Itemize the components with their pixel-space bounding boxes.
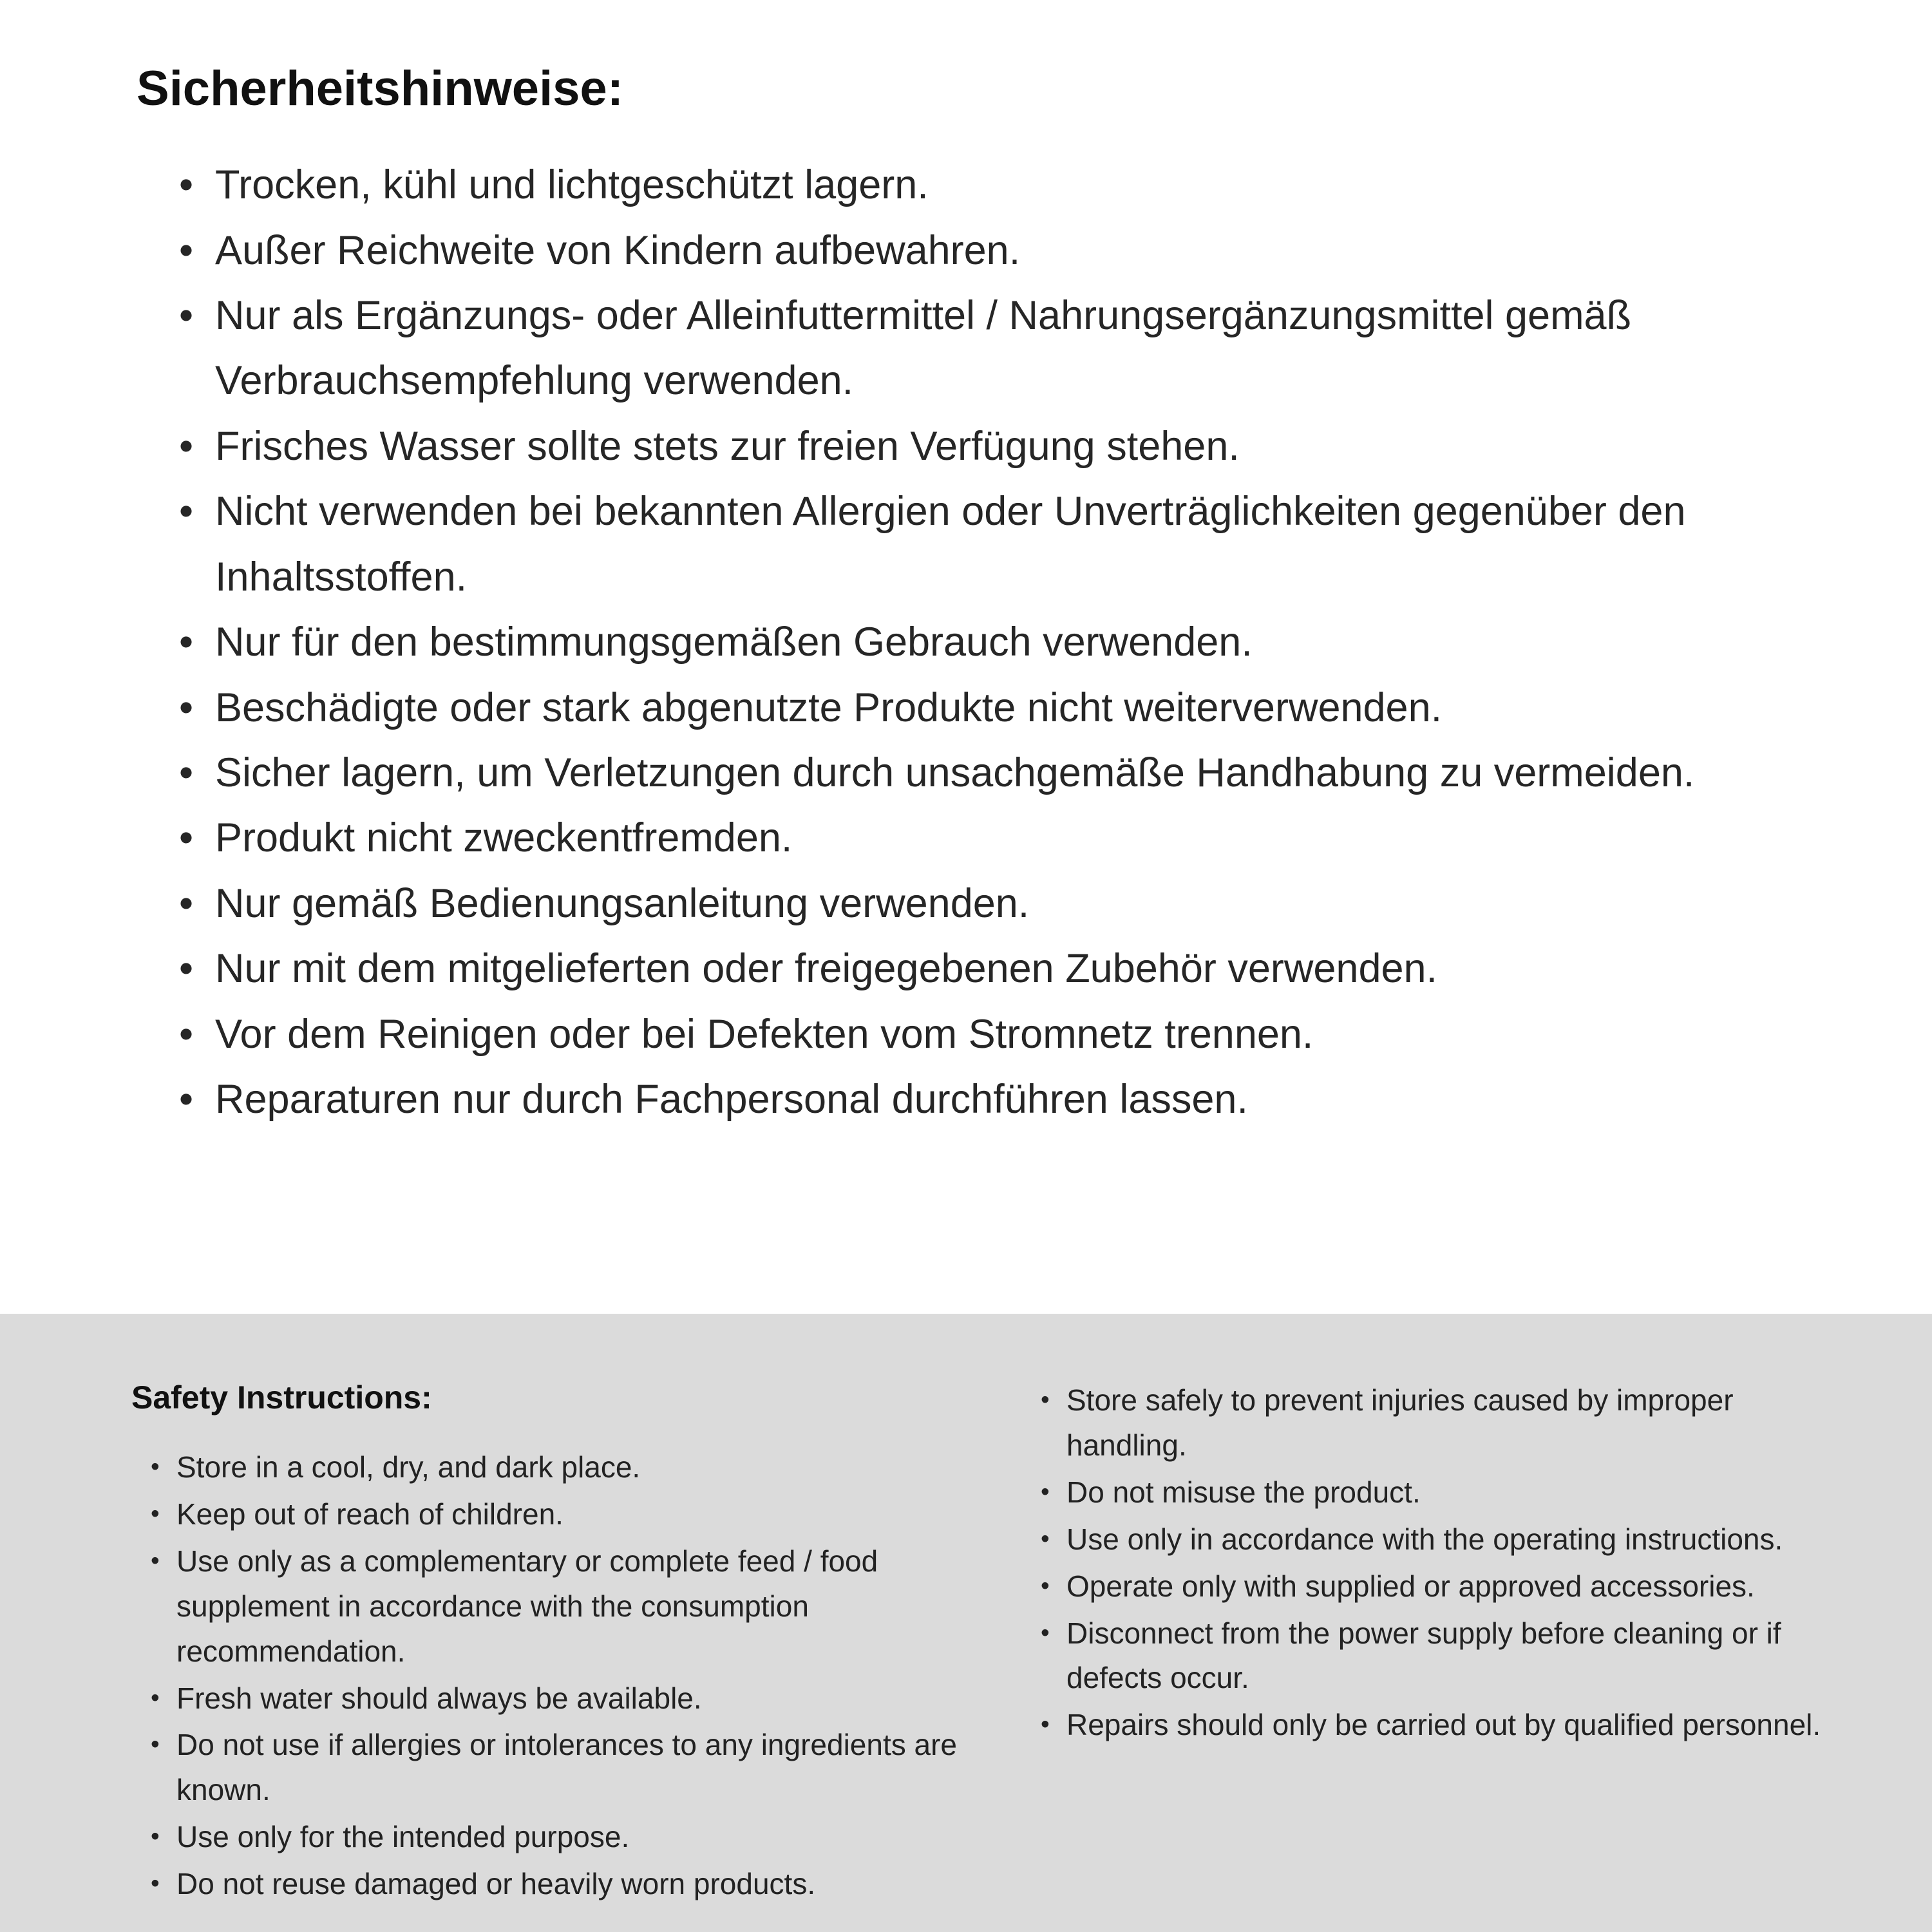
german-section-title: Sicherheitshinweise: xyxy=(137,61,624,116)
list-item: • Reparaturen nur durch Fachpersonal durchführen lassen. xyxy=(175,1067,1766,1132)
list-item: • Nur mit dem mitgelieferten oder freigegebenen Zubehör verwenden. xyxy=(175,936,1766,1001)
english-safety-list-right xyxy=(1039,1378,1829,1748)
list-item: • Keep out of reach of children. xyxy=(149,1492,987,1537)
list-item: • Do not use if allergies or intolerances to any ingredients are known. xyxy=(149,1723,987,1813)
english-left-column xyxy=(131,1378,1014,1932)
list-item: • Sicher lagern, um Verletzungen durch unsachgemäße Handhabung zu vermeiden. xyxy=(175,741,1766,806)
list-item: • Disconnect from the power supply before cleaning or if defects occur. xyxy=(1039,1611,1829,1701)
list-item: • Nicht verwenden bei bekannten Allergien oder Unverträglichkeiten gegenüber den Inhaltsstoffen. xyxy=(175,479,1766,610)
list-item: • Repairs should only be carried out by qualified personnel. xyxy=(1039,1703,1829,1748)
list-item: • Vor dem Reinigen oder bei Defekten vom Stromnetz trennen. xyxy=(175,1002,1766,1067)
list-item: • Nur gemäß Bedienungsanleitung verwenden. xyxy=(175,871,1766,936)
list-item: • Nur als Ergänzungs- oder Alleinfuttermittel / Nahrungsergänzungsmittel gemäß Verbrauchsempfehlung verwenden. xyxy=(175,283,1766,414)
list-item: • Operate only with supplied or approved accessories. xyxy=(1039,1564,1829,1609)
list-item: • Do not misuse the product. xyxy=(1039,1470,1829,1515)
list-item: • Use only in accordance with the operating instructions. xyxy=(1039,1517,1829,1562)
english-safety-section xyxy=(0,1314,1932,1932)
list-item: • Use only as a complementary or complete feed / food supplement in accordance with the consumption recommendation. xyxy=(149,1539,987,1674)
list-item: • Nur für den bestimmungsgemäßen Gebrauch verwenden. xyxy=(175,610,1766,675)
list-item: • Use only for the intended purpose. xyxy=(149,1815,987,1860)
list-item: • Beschädigte oder stark abgenutzte Produkte nicht weiterverwenden. xyxy=(175,676,1766,741)
english-right-column xyxy=(1039,1378,1829,1932)
list-item: • Do not reuse damaged or heavily worn products. xyxy=(149,1862,987,1907)
german-safety-list xyxy=(175,153,1766,1132)
list-item: • Außer Reichweite von Kindern aufbewahren. xyxy=(175,218,1766,283)
list-item: • Fresh water should always be available. xyxy=(149,1676,987,1721)
list-item: • Store safely to prevent injuries caused by improper handling. xyxy=(1039,1378,1829,1468)
list-item: • Frisches Wasser sollte stets zur freien Verfügung stehen. xyxy=(175,414,1766,479)
list-item: • Produkt nicht zweckentfremden. xyxy=(175,806,1766,871)
english-safety-list-left xyxy=(149,1445,987,1907)
list-item: • Trocken, kühl und lichtgeschützt lagern. xyxy=(175,153,1766,218)
list-item: • Store in a cool, dry, and dark place. xyxy=(149,1445,987,1490)
english-section-title: Safety Instructions: xyxy=(131,1379,432,1416)
